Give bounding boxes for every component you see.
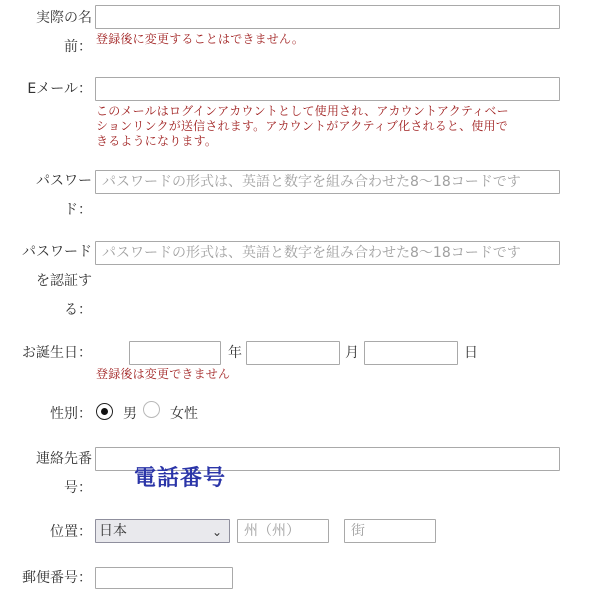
location-label: 位置： [50,524,92,540]
email-hint-line: ションリンクが送信されます。アカウントがアクティブ化されると、使用で [96,119,508,133]
birth-day-input[interactable] [364,341,458,365]
gender-female-radio[interactable] [143,401,160,418]
birth-year-input[interactable] [129,341,221,365]
real-name-label-line2: 前： [64,39,92,55]
password-confirm-label-line3: る： [64,302,92,318]
birthday-hint: 登録後は変更できません [96,367,231,381]
real-name-input[interactable] [95,5,560,29]
real-name-label-line1: 実際の名 [36,10,92,26]
phone-label-line1: 連絡先番 [36,451,92,467]
phone-label [4,445,92,503]
state-input[interactable] [237,519,329,543]
password-input[interactable] [95,170,560,194]
email-hint-line: このメールはログインアカウントとして使用され、アカウントアクティベー [96,104,509,118]
street-input[interactable] [344,519,436,543]
email-hint [96,104,509,149]
password-label-line1: パスワー [36,173,92,189]
country-select[interactable] [95,519,230,543]
gender-female-label[interactable]: 女性 [170,406,198,422]
password-confirm-label [4,238,92,325]
password-label-line2: ド： [64,202,92,218]
postal-code-label: 郵便番号： [22,570,92,586]
phone-overlay-text: 電話番号 [134,466,227,491]
birthday-label: お誕生日： [22,345,92,361]
real-name-label [4,4,92,62]
email-input[interactable] [95,77,560,101]
email-hint-line: きるようになります。 [96,134,218,148]
email-label: Eメール： [27,81,92,97]
postal-code-input[interactable] [95,567,233,589]
real-name-hint: 登録後に変更することはできません。 [96,32,305,46]
gender-label: 性別： [50,406,92,422]
password-confirm-label-line1: パスワード [22,244,92,260]
birth-month-input[interactable] [246,341,340,365]
gender-male-label[interactable]: 男 [123,406,137,422]
month-unit: 月 [345,345,359,361]
chevron-down-icon: ⌄ [212,525,223,539]
day-unit: 日 [464,345,478,361]
year-unit: 年 [228,345,242,361]
password-label [4,167,92,225]
gender-male-radio[interactable] [96,403,113,420]
password-confirm-input[interactable] [95,241,560,265]
password-confirm-label-line2: を認証す [36,273,92,289]
phone-label-line2: 号： [64,480,92,496]
